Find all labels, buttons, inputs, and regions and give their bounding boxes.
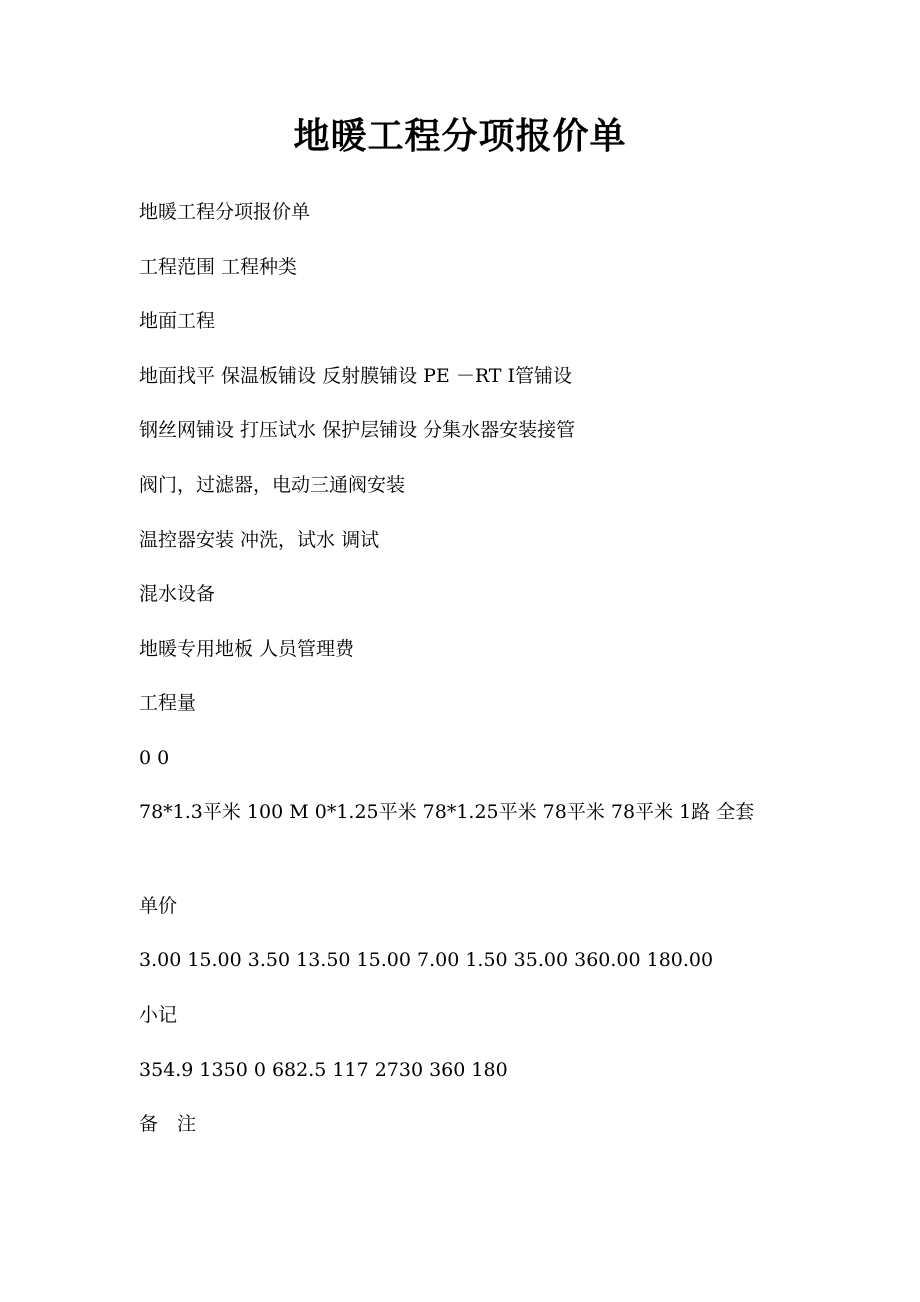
paragraph-items-3: 阀门，过滤器，电动三通阀安装 bbox=[139, 474, 406, 496]
paragraph-unit-price-values: 3.00 15.00 3.50 13.50 15.00 7.00 1.50 35.00 360.00 180.00 bbox=[139, 949, 714, 971]
paragraph-quantity-label: 工程量 bbox=[139, 692, 197, 714]
paragraph-mixing: 混水设备 bbox=[139, 583, 216, 605]
paragraph-quantity-zero: 0 0 bbox=[139, 747, 170, 769]
paragraph-floor-works: 地面工程 bbox=[139, 310, 216, 332]
paragraph-items-1: 地面找平 保温板铺设 反射膜铺设 PE －RT Ⅰ管铺设 bbox=[139, 365, 573, 387]
paragraph-subtotal-label: 小记 bbox=[139, 1004, 178, 1026]
paragraph-heading: 地暖工程分项报价单 bbox=[139, 201, 311, 223]
paragraph-unit-price-label: 单价 bbox=[139, 895, 178, 917]
paragraph-flooring: 地暖专用地板 人员管理费 bbox=[139, 638, 355, 660]
paragraph-remarks: 备 注 bbox=[139, 1113, 197, 1135]
paragraph-items-2: 钢丝网铺设 打压试水 保护层铺设 分集水器安装接管 bbox=[139, 419, 576, 441]
paragraph-items-4: 温控器安装 冲洗，试水 调试 bbox=[139, 529, 380, 551]
paragraph-subtotal-values: 354.9 1350 0 682.5 117 2730 360 180 bbox=[139, 1059, 508, 1081]
paragraph-quantity-values: 78*1.3平米 100 M 0*1.25平米 78*1.25平米 78平米 78平米 1路 全套 bbox=[139, 801, 755, 823]
document-title: 地暖工程分项报价单 bbox=[293, 115, 627, 157]
paragraph-scope: 工程范围 工程种类 bbox=[139, 256, 298, 278]
